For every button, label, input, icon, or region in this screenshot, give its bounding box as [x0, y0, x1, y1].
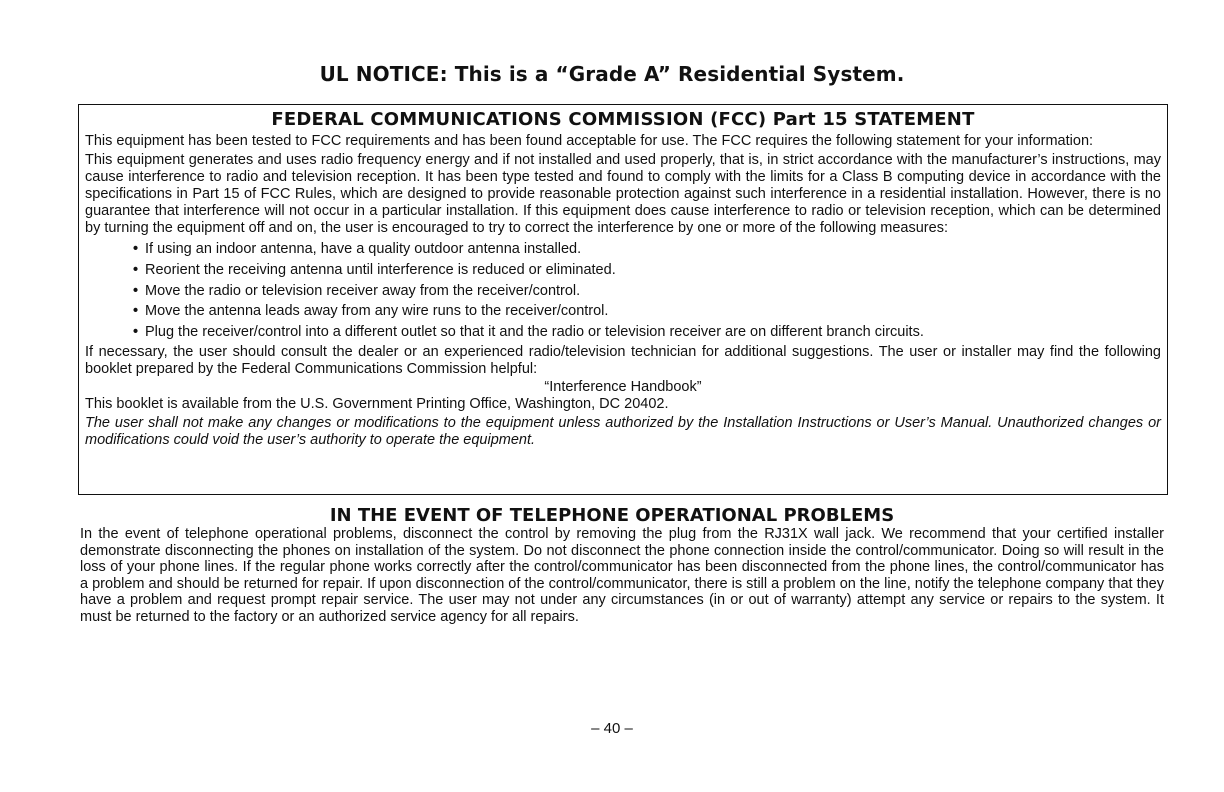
bullet-icon: • — [133, 324, 139, 341]
measure-text: If using an indoor antenna, have a quality outdoor antenna installed. — [145, 241, 582, 257]
bullet-icon: • — [133, 241, 139, 257]
telephone-problems-paragraph: In the event of telephone operational problems, disconnect the control by removing the plug from the RJ31X wall jack. We recommend that your certified installer demonstrate disconnecting the phones on installation of the system. Do not disconnect the phone connection inside the control/communicator. Doing so will result in the loss of your phone lines. If the regular phone works correctly after the control/communicator has been disconnected from the phone lines, the control/communicator has a problem and should be returned for repair. If upon disconnection of the control/communicator, there is still a problem on the line, notify the telephone company that they have a problem and request prompt repair service. The user may not under any circumstances (in or out of warranty) attempt any service or repairs to the system. It must be returned to the factory or an authorized service agency for all repairs. — [80, 526, 1164, 625]
list-item — [133, 239, 1161, 260]
measure-text: Reorient the receiving antenna until interference is reduced or eliminated. — [145, 261, 616, 278]
bullet-icon: • — [133, 261, 139, 278]
interference-handbook-title: “Interference Handbook” — [544, 378, 702, 395]
booklet-availability-text: This booklet is available from the U.S. Government Printing Office, Washington, DC 20402. — [85, 395, 669, 412]
bullet-icon: • — [133, 303, 139, 320]
measure-text: Move the radio or television receiver away from the receiver/control. — [145, 282, 581, 299]
ul-notice-heading: UL NOTICE: This is a “Grade A” Residential System. — [319, 62, 905, 86]
fcc-statement-box — [78, 104, 1168, 495]
list-item — [133, 281, 1161, 302]
modification-warning: The user shall not make any changes or modifications to the equipment unless authorized by the Installation Instructions or User’s Manual. Unauthorized changes or modifications could void the user’s authority to operate the equipment. — [85, 414, 1161, 448]
measure-text: Plug the receiver/control into a different outlet so that it and the radio or television receiver are on different branch circuits. — [145, 324, 924, 341]
page-number: – 40 – — [591, 720, 633, 737]
fcc-body-paragraph: This equipment generates and uses radio frequency energy and if not installed and used properly, that is, in strict accordance with the manufacturer’s instructions, may cause interference to radio and television reception. It has been type tested and found to comply with the limits for a Class B computing device in accordance with the specifications in Part 15 of FCC Rules, which are designed to provide reasonable protection against such interference in a residential installation. However, there is no guarantee that interference will not occur in a particular installation. If this equipment does cause interference to radio or television reception, which can be determined by turning the equipment off and on, the user is encouraged to try to correct the interference by one or more of the following measures: — [85, 152, 1161, 236]
list-item — [133, 322, 1161, 343]
measure-text: Move the antenna leads away from any wire runs to the receiver/control. — [145, 303, 609, 320]
fcc-consult-paragraph: If necessary, the user should consult the dealer or an experienced radio/television technician for additional suggestions. The user or installer may find the following booklet prepared by the Federal Communications Commission helpful: — [85, 343, 1161, 377]
telephone-problems-heading: IN THE EVENT OF TELEPHONE OPERATIONAL PROBLEMS — [329, 505, 895, 526]
list-item — [133, 301, 1161, 322]
fcc-statement-title: FEDERAL COMMUNICATIONS COMMISSION (FCC) Part 15 STATEMENT — [271, 109, 975, 130]
bullet-icon: • — [133, 282, 139, 299]
fcc-intro-paragraph: This equipment has been tested to FCC requirements and has been found acceptable for use. The FCC requires the following statement for your information: — [85, 133, 1094, 149]
interference-measures-list — [85, 239, 1161, 343]
list-item — [133, 260, 1161, 281]
